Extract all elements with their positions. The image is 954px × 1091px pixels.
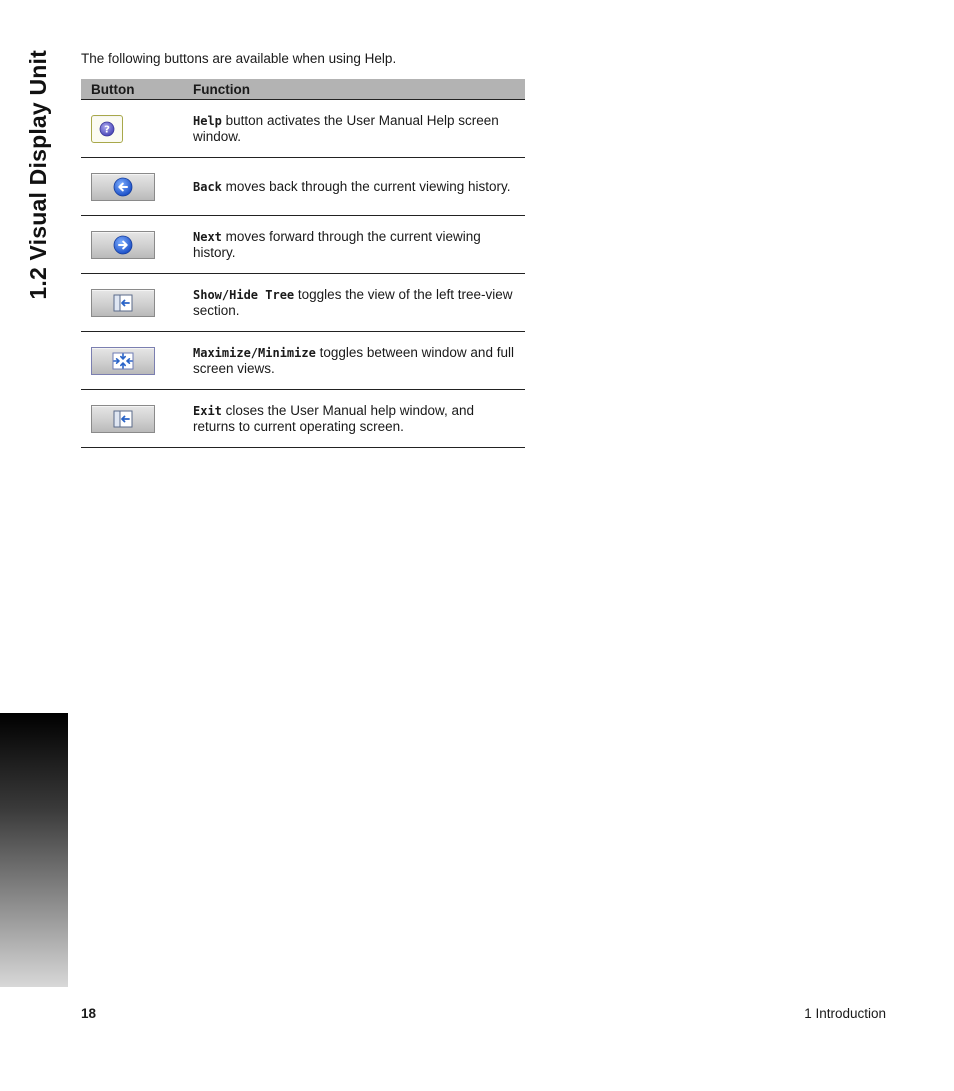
function-cell: [187, 332, 525, 390]
function-text: button activates the User Manual Help screen window.: [193, 112, 499, 144]
function-code: Back: [193, 179, 222, 194]
page-number: 18: [81, 1006, 97, 1021]
function-code: Exit: [193, 403, 222, 418]
show-hide-tree-button[interactable]: [91, 289, 155, 317]
function-cell: [187, 100, 525, 158]
table-row: [81, 216, 525, 274]
side-section-title: [20, 50, 56, 340]
table-row: [81, 158, 525, 216]
table-row: [81, 100, 525, 158]
function-cell: [187, 274, 525, 332]
tree-toggle-icon: [112, 293, 134, 313]
exit-icon: [112, 409, 134, 429]
function-code: Next: [193, 229, 222, 244]
chapter-label: 1 Introduction: [804, 1006, 886, 1021]
function-cell: [187, 390, 525, 448]
function-text: toggles the view of the left tree-view section.: [193, 286, 513, 318]
side-section-title-text: 1.2 Visual Display Unit: [25, 50, 51, 300]
exit-button[interactable]: [91, 405, 155, 433]
function-text: moves back through the current viewing history.: [221, 178, 511, 194]
table-row: [81, 274, 525, 332]
function-text: closes the User Manual help window, and returns to current operating screen.: [193, 402, 475, 434]
table-row: [81, 390, 525, 448]
intro-text: The following buttons are available when using Help.: [81, 51, 397, 66]
function-text: moves forward through the current viewing history.: [193, 228, 481, 260]
table-header-row: [81, 79, 525, 100]
button-cell: [81, 390, 187, 448]
button-cell: [81, 216, 187, 274]
button-cell: [81, 332, 187, 390]
function-text: toggles between window and full screen views.: [193, 344, 514, 376]
header-button: Button: [81, 79, 187, 100]
svg-text:?: ?: [104, 124, 110, 136]
header-function: Function: [187, 79, 525, 100]
side-gradient-bar: [0, 713, 68, 987]
back-button[interactable]: [91, 173, 155, 201]
function-cell: [187, 158, 525, 216]
maximize-icon: [111, 351, 135, 371]
function-code: Maximize/Minimize: [193, 345, 316, 360]
maximize-minimize-button[interactable]: [91, 347, 155, 375]
help-buttons-table: [81, 79, 525, 448]
function-code: Help: [193, 113, 222, 128]
next-button[interactable]: [91, 231, 155, 259]
arrow-left-icon: [113, 177, 133, 197]
button-cell: [81, 274, 187, 332]
help-question-icon: [99, 121, 115, 137]
table-row: [81, 332, 525, 390]
help-button[interactable]: [91, 115, 123, 143]
function-cell: [187, 216, 525, 274]
button-cell: [81, 100, 187, 158]
function-code: Show/Hide Tree: [193, 287, 295, 302]
arrow-right-icon: [113, 235, 133, 255]
button-cell: [81, 158, 187, 216]
